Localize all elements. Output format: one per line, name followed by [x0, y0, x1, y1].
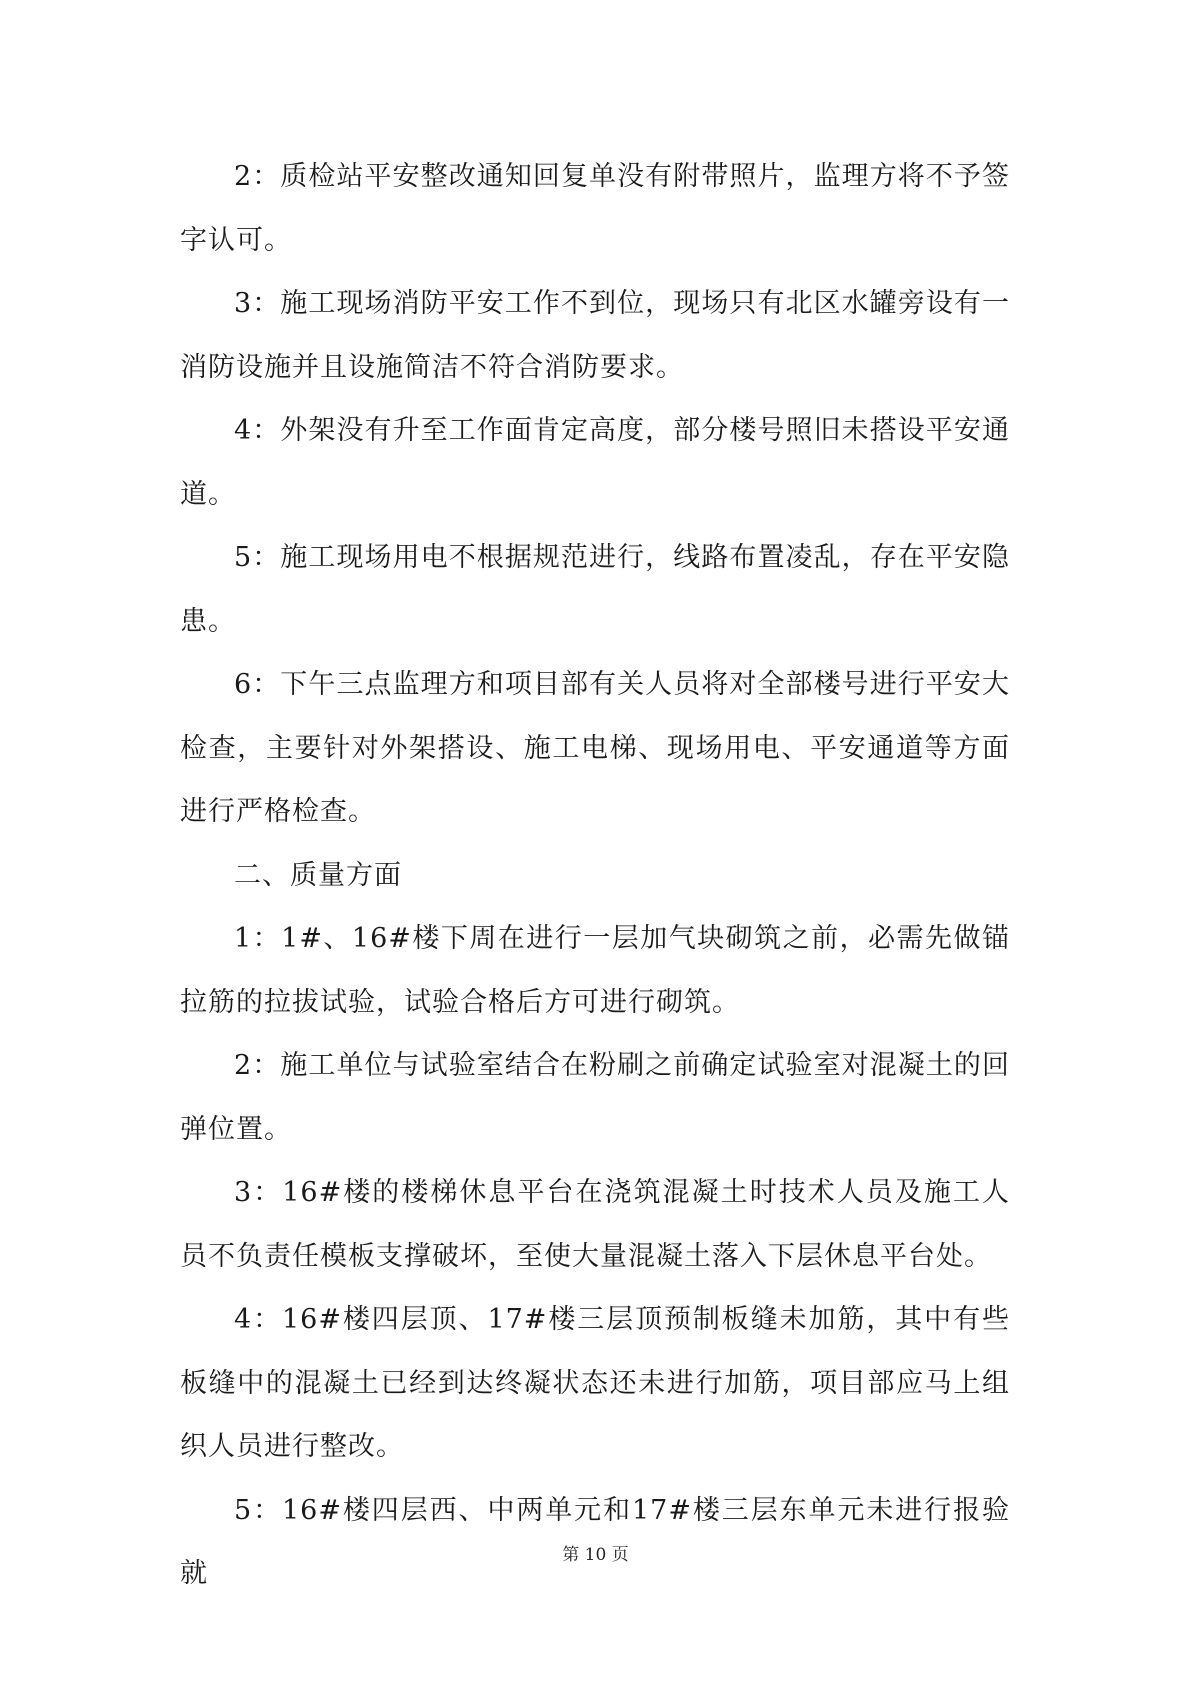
- page-number: 第 10 页: [562, 1545, 629, 1565]
- paragraph-quality-1: 1：1#、16#楼下周在进行一层加气块砌筑之前，必需先做锚拉筋的拉拔试验，试验合格后方可进行砌筑。: [180, 923, 1010, 1018]
- document-body: [180, 145, 1010, 1606]
- paragraph-quality-3: 3：16#楼的楼梯休息平台在浇筑混凝土时技术人员及施工人员不负责任模板支撑破坏，至使大量混凝土落入下层休息平台处。: [180, 1177, 1010, 1272]
- paragraph-safety-5: 5：施工现场用电不根据规范进行，线路布置凌乱，存在平安隐患。: [180, 542, 1010, 637]
- paragraph-safety-3: 3：施工现场消防平安工作不到位，现场只有北区水罐旁设有一消防设施并且设施简洁不符合消防要求。: [180, 288, 1010, 383]
- section-heading-quality: 二、质量方面: [234, 859, 402, 891]
- paragraph-safety-6: 6：下午三点监理方和项目部有关人员将对全部楼号进行平安大检查，主要针对外架搭设、施工电梯、现场用电、平安通道等方面进行严格检查。: [180, 669, 1010, 827]
- paragraph-quality-2: 2：施工单位与试验室结合在粉刷之前确定试验室对混凝土的回弹位置。: [180, 1050, 1010, 1145]
- paragraph-safety-4: 4：外架没有升至工作面肯定高度，部分楼号照旧未搭设平安通道。: [180, 415, 1010, 510]
- paragraph-quality-4: 4：16#楼四层顶、17#楼三层顶预制板缝未加筋，其中有些板缝中的混凝土已经到达终凝状态还未进行加筋，项目部应马上组织人员进行整改。: [180, 1304, 1010, 1462]
- paragraph-safety-2: 2：质检站平安整改通知回复单没有附带照片，监理方将不予签字认可。: [180, 161, 1010, 256]
- paragraph-quality-5: 5：16#楼四层西、中两单元和17#楼三层东单元未进行报验就: [180, 1494, 1010, 1589]
